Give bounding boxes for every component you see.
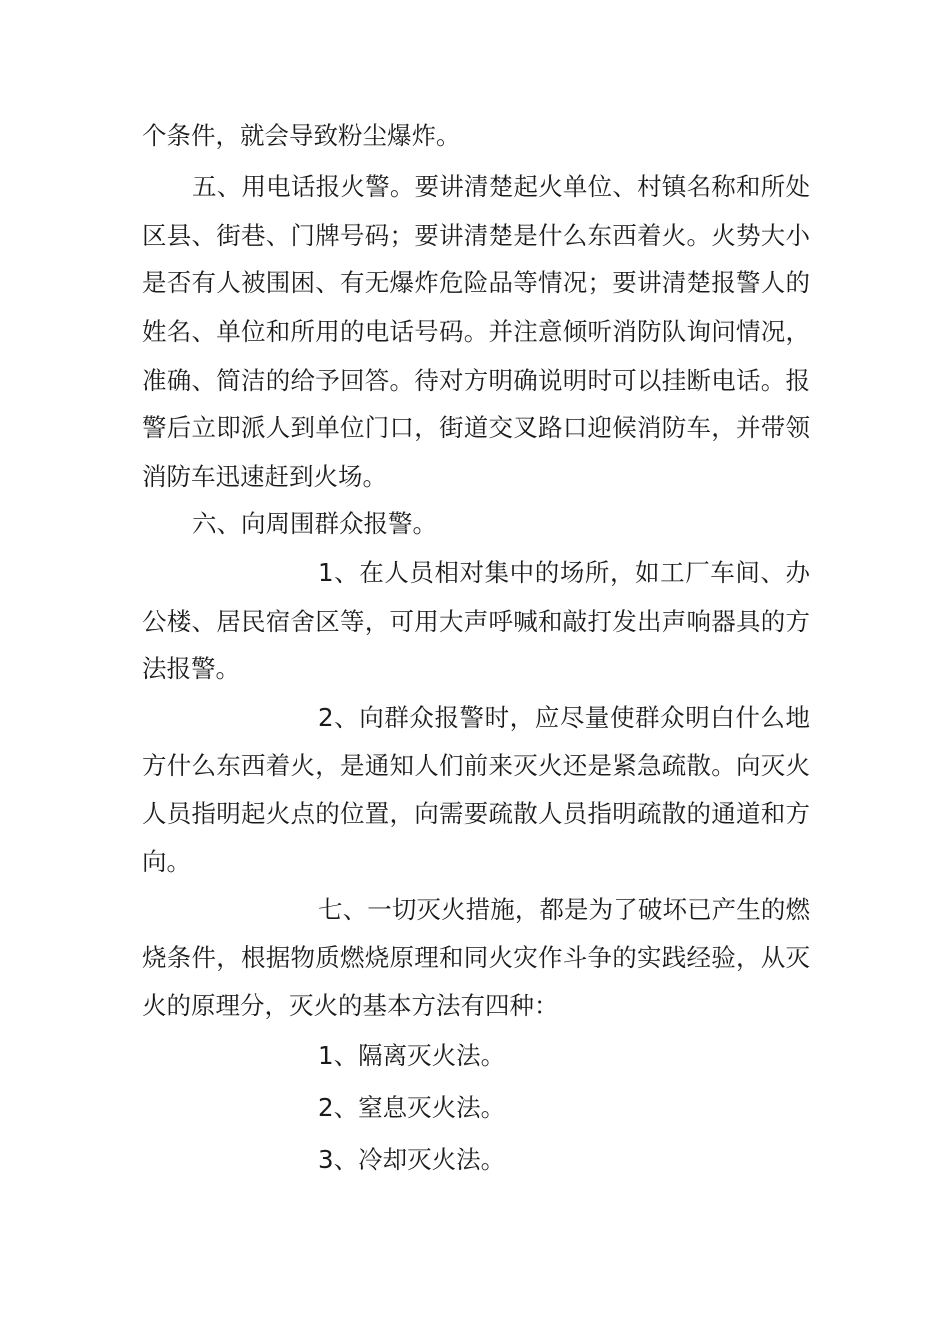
- text-line: 方什么东西着火，是通知人们前来灭火还是紧急疏散。向灭火: [142, 751, 810, 780]
- text-line: 警后立即派人到单位门口，街道交叉路口迎候消防车，并带领: [142, 413, 810, 442]
- list-item-1-start: 1、在人员相对集中的场所，如工厂车间、办: [318, 558, 810, 587]
- text-line: 火的原理分，灭火的基本方法有四种：: [142, 991, 559, 1020]
- text-line: 烧条件，根据物质燃烧原理和同火灾作斗争的实践经验，从灭: [142, 943, 810, 972]
- text-line: 人员指明起火点的位置，向需要疏散人员指明疏散的通道和方: [142, 799, 810, 828]
- text-line: 姓名、单位和所用的电话号码。并注意倾听消防队询问情况，: [142, 317, 810, 346]
- paragraph-six-heading: 六、向周围群众报警。: [192, 509, 437, 538]
- text-line: 向。: [142, 847, 191, 876]
- method-item-1: 1、隔离灭火法。: [318, 1041, 506, 1070]
- list-item-2-start: 2、向群众报警时，应尽量使群众明白什么地: [318, 703, 810, 732]
- text-line: 公楼、居民宿舍区等，可用大声呼喊和敲打发出声响器具的方: [142, 607, 810, 636]
- text-line: 个条件，就会导致粉尘爆炸。: [142, 121, 461, 150]
- text-line: 是否有人被围困、有无爆炸危险品等情况；要讲清楚报警人的: [142, 268, 810, 297]
- text-line: 消防车迅速赶到火场。: [142, 462, 387, 491]
- text-line: 区县、街巷、门牌号码；要讲清楚是什么东西着火。火势大小: [142, 221, 810, 250]
- text-line: 法报警。: [142, 654, 240, 683]
- paragraph-seven-heading: 七、一切灭火措施，都是为了破坏已产生的燃: [318, 895, 810, 924]
- method-item-3: 3、冷却灭火法。: [318, 1145, 506, 1174]
- text-line: 准确、简洁的给予回答。待对方明确说明时可以挂断电话。报: [142, 366, 810, 395]
- method-item-2: 2、窒息灭火法。: [318, 1093, 506, 1122]
- paragraph-five-heading: 五、用电话报火警。要讲清楚起火单位、村镇名称和所处: [192, 172, 810, 201]
